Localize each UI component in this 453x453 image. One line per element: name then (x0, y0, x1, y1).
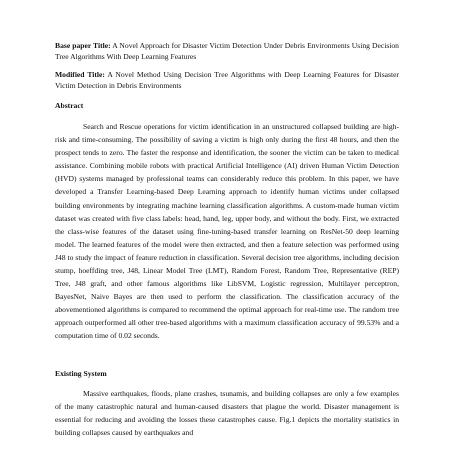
existing-system-text: Massive earthquakes, floods, plane crashes, tsunamis, and building collapses are only a few examples of the many catastrophic natural and human-caused disasters that plague the world. Disaster management is essential for reducing and avoiding the losses these catastrophes cause. Fig.1 depicts the mortality statistics in building collapses caused by earthquakes and (55, 389, 399, 438)
modified-title-text: A Novel Method Using Decision Tree Algorithms with Deep Learning Features for Disaster Victim Detection in Debris Environments (55, 70, 399, 90)
base-paper-title (55, 41, 399, 62)
abstract-heading: Abstract (55, 101, 84, 111)
document-page (55, 41, 399, 440)
base-paper-title-label: Base paper Title: (55, 41, 111, 50)
base-paper-title-text: A Novel Approach for Disaster Victim Detection Under Debris Environments Using Decision Tree Algorithms With Deep Learning Features (55, 41, 399, 61)
existing-system-heading: Existing System (55, 368, 107, 378)
modified-title (55, 70, 399, 91)
modified-title-label: Modified Title: (55, 70, 105, 80)
abstract-text: Search and Rescue operations for victim identification in an unstructured collapsed building are high-risk and time-consuming. The possibility of saving a victim is high only during the first 48 hours, and then the prospect tends to zero. The faster the response and identification, the sooner the victim can be taken to medical assistance. Combining mobile robots with practical Artificial Intelligence (AI) driven Human Victim Detection (HVD) systems managed by professional teams can considerably reduce this problem. In this paper, we have developed a Transfer Learning-based Deep Learning approach to identify human victims under collapsed building environments by integrating machine learning classification algorithms. A custom-made human victim dataset was created with five class labels: head, hand, leg, upper body, and without the body. First, we extracted the class-wise features of the dataset using fine-tuning-based transfer learning on ResNet-50 deep learning model. The learned features of the model were then extracted, and then a feature selection was performed using J48 to study the impact of feature reduction in classification. Several decision tree algorithms, including decision stump, hoeffding tree, J48, Linear Model Tree (LMT), Random Forest, Random Tree, Representative (REP) Tree, J48 graft, and other famous algorithms like LibSVM, Logistic regression, Multilayer perceptron, BayesNet, Naive Bayes are then used to perform the classification. The classification accuracy of the abovementioned algorithms is compared to recommend the optimal approach for real-time use. The random tree approach outperformed all other tree-based algorithms with a maximum classification accuracy of 99.53% and a computation time of 0.02 seconds. (55, 121, 399, 341)
